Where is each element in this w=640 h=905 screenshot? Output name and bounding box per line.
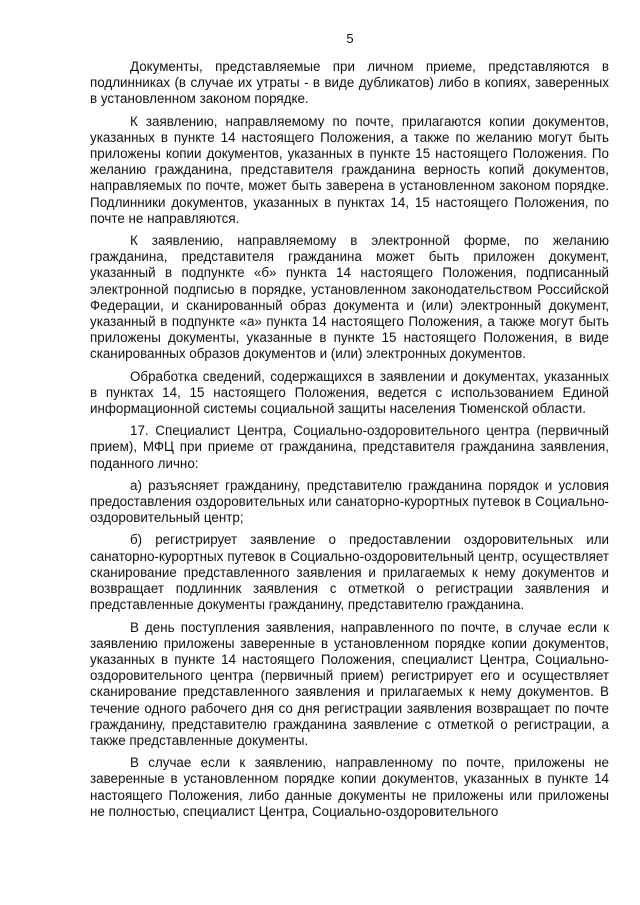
paragraph-5: 17. Специалист Центра, Социально-оздоровительного центра (первичный прием), МФЦ при приеме от гражданина, представителя гражданина заявления, поданного лично: <box>90 423 609 471</box>
paragraph-3: К заявлению, направляемому в электронной форме, по желанию гражданина, представителя гражданина может быть приложен документ, указанный в подпункте «б» пункта 14 настоящего Положения, подписанный электронной подписью в порядке, установленном законодательством Российской Федерации, и сканированный образ документа и (или) электронный документ, указанный в подпункте «а» пункта 14 настоящего Положения, а также могут быть приложены документы, указанные в пункте 15 настоящего Положения, в виде сканированных образов документов и (или) электронных документов. <box>90 233 609 362</box>
paragraph-1: Документы, представляемые при личном приеме, представляются в подлинниках (в случае их утраты - в виде дубликатов) либо в копиях, заверенных в установленном законом порядке. <box>90 59 609 107</box>
page-number: 5 <box>346 31 354 46</box>
paragraph-2: К заявлению, направляемому по почте, прилагаются копии документов, указанных в пункте 14 настоящего Положения, а также по желанию могут быть приложены копии документов, указанных в пункте 15 настоящего Положения. По желанию гражданина, представителя гражданина верность копий документов, направляемых по почте, может быть заверена в установленном законом порядке. Подлинники документов, указанных в пунктах 14, 15 настоящего Положения, по почте не направляются. <box>90 113 609 226</box>
paragraph-6: а) разъясняет гражданину, представителю гражданина порядок и условия предоставления оздоровительных или санаторно-курортных путевок в Социально-оздоровительный центр; <box>90 477 609 526</box>
paragraph-4: Обработка сведений, содержащихся в заявлении и документах, указанных в пунктах 14, 15 настоящего Положения, ведется с использованием Единой информационной системы социальной защиты населения Тюменской области. <box>90 368 609 417</box>
paragraph-7: б) регистрирует заявление о предоставлении оздоровительных или санаторно-курортных путевок в Социально-оздоровительный центр, осуществляет сканирование представленного заявления и прилагаемых к нему документов и возвращает подлинник заявления с отметкой о регистрации заявления и представленные документы гражданину, представителю гражданина. <box>90 532 609 613</box>
document-body <box>90 59 609 826</box>
paragraph-8: В день поступления заявления, направленного по почте, в случае если к заявлению приложены заверенные в установленном порядке копии документов, указанных в пункте 14 настоящего Положения, специалист Центра, Социально-оздоровительного центра (первичный прием) регистрирует его и осуществляет сканирование представленного заявления и прилагаемых к нему документов. В течение одного рабочего дня со дня регистрации заявления возвращает по почте гражданину, представителю гражданина заявление с отметкой о регистрации, а также представленные документы. <box>90 619 609 748</box>
paragraph-9: В случае если к заявлению, направленному по почте, приложены не заверенные в установленном порядке копии документов, указанных в пункте 14 настоящего Положения, либо данные документы не приложены или приложены не полностью, специалист Центра, Социально-оздоровительного <box>90 755 609 819</box>
